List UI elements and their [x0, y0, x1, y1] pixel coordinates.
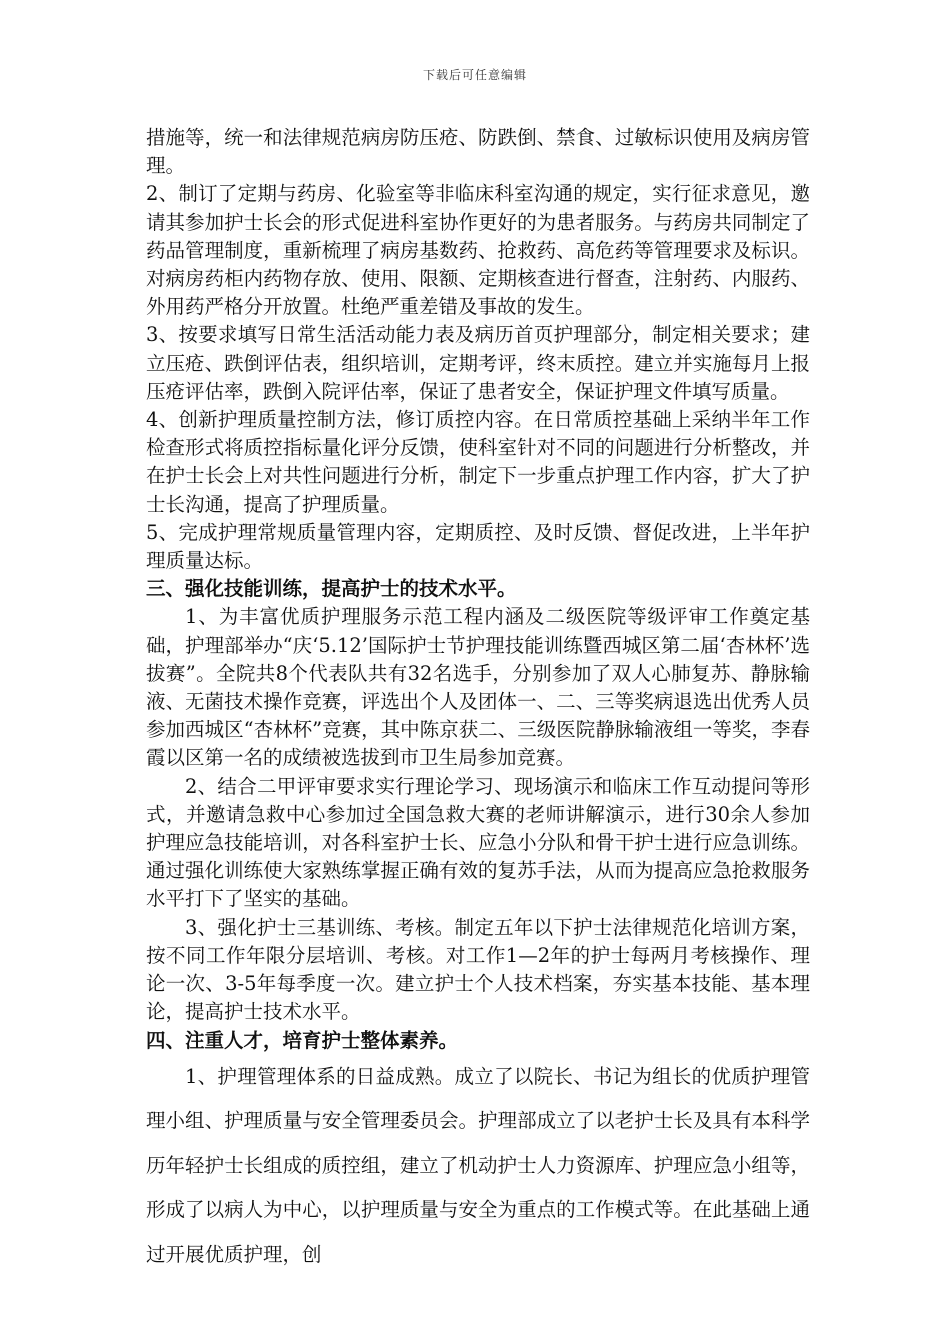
paragraph-5: 5、完成护理常规质量管理内容，定期质控、及时反馈、督促改进，上半年护理质量达标。 — [146, 520, 810, 573]
paragraph-7: 2、结合二甲评审要求实行理论学习、现场演示和临床工作互动提问等形式，并邀请急救中心参加过全国急救大赛的老师讲解演示，进行30余人参加护理应急技能培训，对各科室护士长、应急小分队和骨干护士进行应急训练。通过强化训练使大家熟练掌握正确有效的复苏手法，从而为提高应急抢救服务水平打下了坚实的基础。 — [146, 774, 810, 911]
paragraph-3: 3、按要求填写日常生活活动能力表及病历首页护理部分，制定相关要求；建立压疮、跌倒评估表，组织培训，定期考评，终末质控。建立并实施每月上报压疮评估率，跌倒入院评估率，保证了患者安全，保证护理文件填写质量。 — [146, 323, 810, 403]
paragraph-9: 1、护理管理体系的日益成熟。成立了以院长、书记为组长的优质护理管理小组、护理质量与安全管理委员会。护理部成立了以老护士长及具有本科学历年轻护士长组成的质控组，建立了机动护士人力资源库、护理应急小组等，形成了以病人为中心，以护理质量与安全为重点的工作模式等。在此基础上通过开展优质护理，创 — [146, 1064, 810, 1266]
document-body — [146, 124, 810, 1277]
page-header-note: 下载后可任意编辑 — [422, 68, 527, 82]
paragraph-1: 措施等，统一和法律规范病房防压疮、防跌倒、禁食、过敏标识使用及病房管理。 — [146, 126, 810, 178]
paragraph-2: 2、制订了定期与药房、化验室等非临床科室沟通的规定，实行征求意见，邀请其参加护士长会的形式促进科室协作更好的为患者服务。与药房共同制定了药品管理制度，重新梳理了病房基数药、抢救药、高危药等管理要求及标识。对病房药柜内药物存放、使用、限额、定期核查进行督查，注射药、内服药、外用药严格分开放置。杜绝严重差错及事故的发生。 — [146, 182, 810, 319]
paragraph-4: 4、创新护理质量控制方法，修订质控内容。在日常质控基础上采纳半年工作检查形式将质控指标量化评分反馈，使科室针对不同的问题进行分析整改，并在护士长会上对共性问题进行分析，制定下一步重点护理工作内容，扩大了护士长沟通，提高了护理质量。 — [146, 408, 810, 516]
section-heading-3: 三、强化技能训练，提高护士的技术水平。 — [146, 577, 517, 601]
paragraph-6: 1、为丰富优质护理服务示范工程内涵及二级医院等级评审工作奠定基础，护理部举办“庆‘5.12’国际护士节护理技能训练暨西城区第二届‘杏林杯’选拔赛”。全院共8个代表队共有32名选手，分别参加了双人心肺复苏、静脉输液、无菌技术操作竞赛，评选出个人及团体一、二、三等奖病退选出优秀人员参加西城区“杏林杯”竞赛，其中陈京获二、三级医院静脉输液组一等奖，李春霞以区第一名的成绩被选拔到市卫生局参加竞赛。 — [146, 605, 810, 770]
paragraph-8: 3、强化护士三基训练、考核。制定五年以下护士法律规范化培训方案，按不同工作年限分层培训、考核。对工作1—2年的护士每两月考核操作、理论一次、3-5年每季度一次。建立护士个人技术档案，夯实基本技能、基本理论，提高护士技术水平。 — [146, 915, 810, 1024]
section-heading-4: 四、注重人才，培育护士整体素养。 — [146, 1028, 459, 1052]
